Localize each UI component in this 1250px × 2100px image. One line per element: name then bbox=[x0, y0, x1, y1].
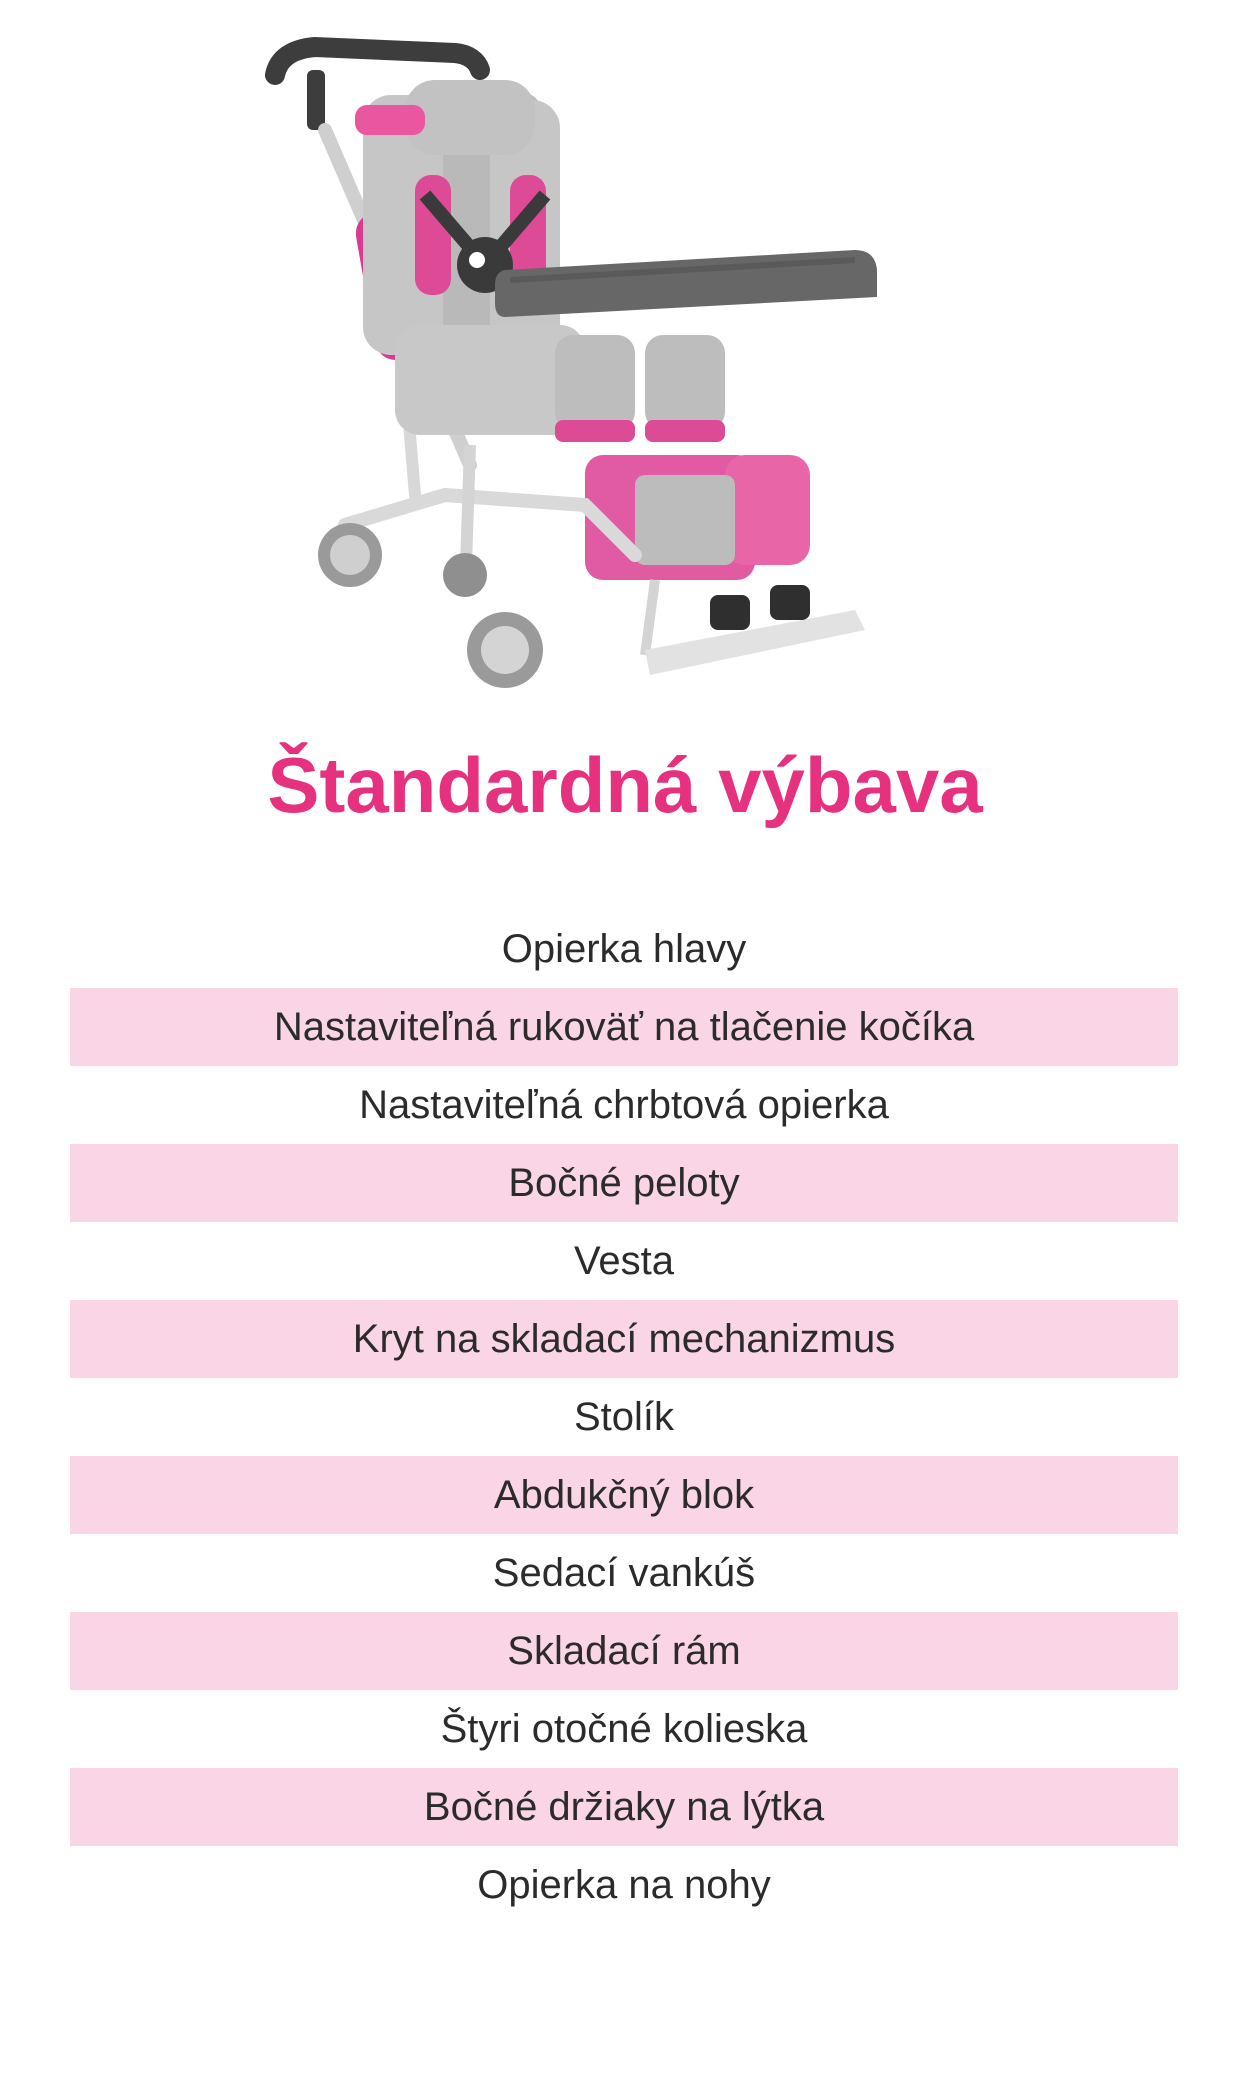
list-item: Stolík bbox=[573, 1395, 675, 1439]
list-item: Nastaviteľná rukoväť na tlačenie kočíka bbox=[70, 988, 1178, 1066]
list-item: Nastaviteľná chrbtová opierka bbox=[359, 1083, 889, 1127]
list-item: Opierka hlavy bbox=[501, 927, 747, 971]
list-item: Bočné držiaky na lýtka bbox=[70, 1768, 1178, 1846]
list-item: Opierka na nohy bbox=[477, 1863, 771, 1907]
list-item: Štyri otočné kolieska bbox=[440, 1707, 808, 1751]
list-item: Vesta bbox=[573, 1239, 675, 1283]
list-item: Kryt na skladací mechanizmus bbox=[70, 1300, 1178, 1378]
feature-list bbox=[70, 910, 1178, 1924]
list-item: Bočné peloty bbox=[70, 1144, 1178, 1222]
list-item: Skladací rám bbox=[70, 1612, 1178, 1690]
list-item: Abdukčný blok bbox=[70, 1456, 1178, 1534]
product-image bbox=[255, 35, 970, 700]
page-title: Štandardná výbava bbox=[267, 741, 983, 829]
list-item: Sedací vankúš bbox=[492, 1551, 756, 1595]
